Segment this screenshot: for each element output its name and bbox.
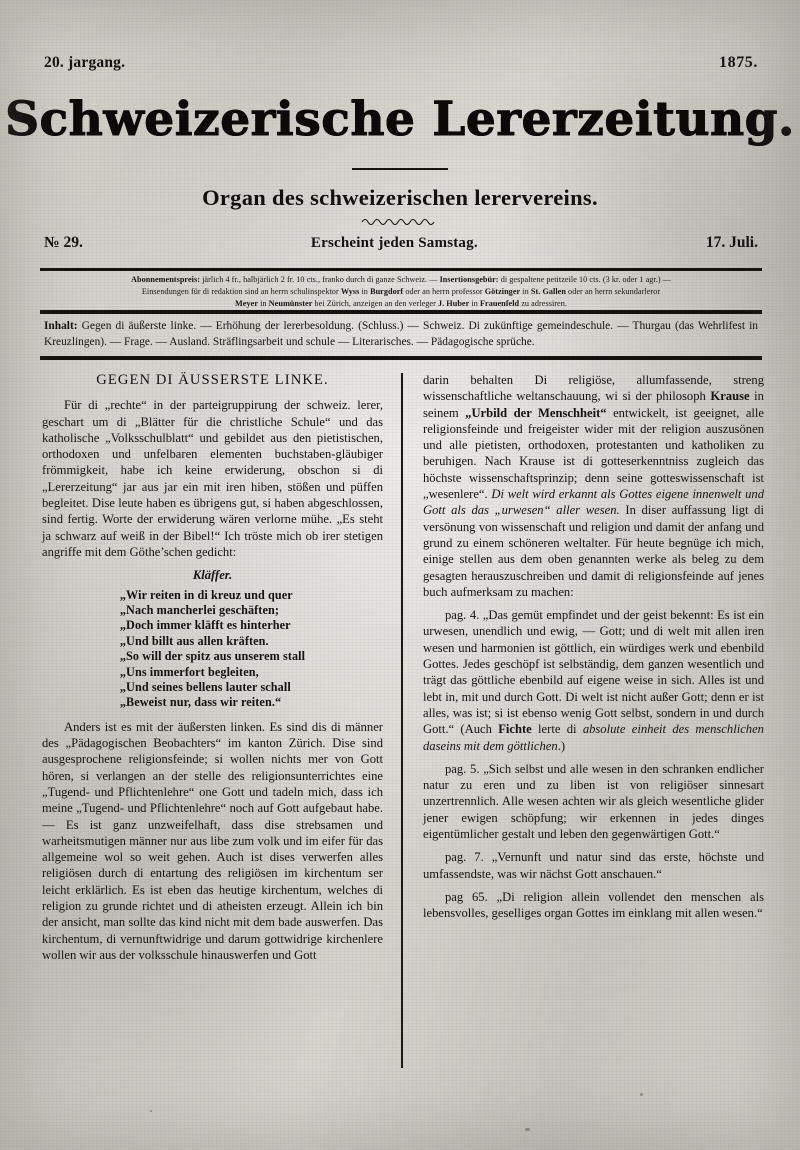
editor-name-meyer: Meyer [235,299,259,308]
paragraph-right-3: pag. 5. „Sich selbst und alle wesen in den schranken endlicher natur zu eren und zu liben ist von religiöser sinnesart unzertrennlich. Alle wesen achten wir als gleich wesentliche glider jener ewigen schöpfung; wir erkennen in jedes dinges eigentümlicher gestalt und leben den gegenwärtigen Gott.“ [423,761,764,842]
place-frauenfeld: Frauenfeld [479,299,520,308]
editor-name-goetzinger: Götzinger [484,287,521,296]
paragraph-right-2 [423,607,764,754]
subscription-price-label: Abonnementspreis: [131,275,200,284]
paragraph-spacer [423,600,764,607]
poem-line: „Nach mancherlei geschäften; [119,602,280,617]
poem-block [42,567,383,711]
quote-pag-4: pag. 4. „Das gemüt empfindet und der geist bekennt: Es ist ein urwesen, unendlich und ewig, — Gott; und di welt mit allen iren wesen und harmonien ist göttlich, ein würdiges werk und ebenbild Gottes. Jedes geschöpf ist selbständig, dem ganzen wesentlich und trägt das göttliche ebenbild auf eigene weise in sich. Alles ist und lebt in, mit und durch Gott. Di welt ist nicht außer Gott; denn er ist alles, was ist; si ist ebenso wenig Gott selbst, sondern in und durch Gott.“ (Auch [423,608,764,737]
editorial-text-5: oder an herrn sekundarleror [565,287,661,296]
column-left [42,372,401,1070]
scan-speck [640,1093,643,1096]
squiggle-ornament [360,216,440,226]
editorial-text-6: in [258,299,269,308]
right-text-2: in seinem [423,389,764,420]
contents-label: Inhalt: [44,320,78,332]
article-columns [42,372,764,1070]
quoted-italic-2: absolute einheit des menschlichen daseins mit dem göttlichen [423,722,764,753]
editorial-text-8: in [469,299,480,308]
poem-line: „Doch immer kläfft es hinterher [119,618,291,633]
editorial-text-1: Einsendungen für di redaktion sind an herrn schulinspektor [141,287,341,296]
paragraph-left-2: Anders ist es mit der äußersten linken. Es sind dis di männer des „Pädagogischen Beobachters“ im kanton Zürich. Dise sind ausgesprochene religionsfeinde; si wollen nichts mer von Gott hören, si verlangen an der stelle des religionsunterrichtes eine „Tugend- und Pflichtenlehre“ one Gott und tadeln mich, dass ich meine „Tugend- und Pflichtenlehre“ noch auf Gott aufgebaut habe. — Es ist ganz unzweifelhaft, dass dise strebsamen und warheitsmutigen männer nur aus libe zum volk und im eifer für das allgemeine wol so weit gehen. Auch ist dises verwerfen alles religiösen durch di entartung des religiösen im kirchentum ser leicht erklärlich. Es ist eben das heutige kirchentum, welches di religion zu grunde richtet und di atheisten erzeugt. Allein ich bin der ansicht, man sollte das kind nicht mit dem bade auswerfen. Das kirchentum, di vernunftwidrige und darum gottwidrige kirchenlere wollen wir aus der volksschule hinauswerfen und Gott [42,719,383,962]
newspaper-subtitle: Organ des schweizerischen lerervereins. [202,185,598,210]
right-text-1: darin behalten Di religiöse, allumfassende, streng wissenschaftliche weltanschauung, wi si der philosoph [423,373,764,404]
editorial-text-4: in [520,287,531,296]
volume-label: 20. jargang. [44,54,126,71]
column-right [403,372,764,1070]
poem-lines [120,588,305,711]
year-label: 1875. [719,54,758,71]
fineprint-line-1 [42,274,760,286]
paragraph-intro: Für di „rechte“ in der parteigruppirung der schweiz. lerer, geschart um di „Blätter für die christliche Schule“ und das katholische „Volksschulblatt“ und gebildet aus den pietistischen, orthodoxen und unfelbaren elementen buchstaben-gläubiger frömmigkeit, habe ich keine erwiderung, obschon si di „Lererzeitung“ jar aus jar ein mit iren hiben, stößen und püffen begleitet. Dise leute haben es übrigens gut, si haben abgeschlossen, sind fertig. Worte der erwiderung wären verlorne mühe. „Es steht ja schwarz auf weiß in der Bibel!“ Ich tröste mich ob irer stetigen angriffe mit dem Göthe’schen gedicht: [42,398,383,559]
philosopher-krause: Krause [710,389,750,404]
contents-block [44,318,758,350]
scan-speck [525,1128,530,1131]
paragraph-spacer [423,882,764,889]
editorial-text-7: bei Zürich, anzeigen an den verleger [312,299,438,308]
philosopher-fichte: Fichte [498,722,532,737]
title-divider-rule [352,168,448,170]
scan-speck [150,1110,152,1112]
paragraph-right-5: pag 65. „Di religion allein vollendet den menschen als lebensvolles, geselliges organ Gottes im einklang mit allen wesen.“ [423,889,764,921]
publication-frequency: Erscheint jeden Samstag. [310,235,478,251]
place-st-gallen: St. Gallen [530,287,566,296]
editorial-text-3: oder an herrn professor [403,287,485,296]
issue-date: 17. Juli. [705,234,758,251]
paragraph-right-4: pag. 7. „Vernunft und natur sind das erste, höchste und umfassendste, was wir nächst Gott anschauen.“ [423,850,764,881]
paragraph-spacer [423,842,764,849]
editorial-text-9: zu adressiren. [519,299,567,308]
subscription-fineprint [42,274,760,310]
right-text-6: .) [557,738,566,753]
poem-line: „So will der spitz aus unserem stall [119,649,306,664]
issue-number: № 29. [44,234,83,251]
masthead-topline [44,54,758,72]
editor-name-wyss: Wyss [340,287,360,296]
poem-line: „Und billt aus allen kräften. [119,633,269,648]
right-text-4: In diser auffassung ligt di versönung von wissenschaft und religion und damit der anfang und grund zu einem schöneren weltalter. Für heute begnüge ich mich, einige stellen aus dem oben genannten werke als beleg zu dem gesagten herauszuschreiben und damit di religionsfeinde auf jenes buch aufmerksam zu machen: [423,503,764,599]
place-burgdorf: Burgdorf [370,287,404,296]
editorial-text-2: in [359,287,371,296]
newspaper-title: Schweizerische Lererzeitung. [5,92,795,147]
insertion-fee-label: Insertionsgebür: [439,275,499,284]
fineprint-line-3 [42,298,760,310]
place-neumuenster: Neumünster [268,299,313,308]
book-title-urbild: „Urbild der Menschheit“ [465,405,607,420]
publisher-name: J. Huber [437,299,470,308]
article-title: GEGEN DI ÄUSSERSTE LINKE. [96,372,329,388]
contents-bottom-rule [40,356,762,360]
contents-text: Gegen di äußerste linke. — Erhöhung der lererbesoldung. (Schluss.) — Schweiz. Di zukünftige gemeindeschule. — Thurgau (das Wehrlifest in Kreuzlingen). — Frage. — Ausland. Sträflingsarbeit und schule — Literarisches. — Pädagogische sprüche. [44,320,758,348]
poem-title: Kläffer. [192,568,233,583]
quoted-italic-1: Di welt wird erkannt als Gottes eigene innenwelt und Gott als das „urwesen“ aller wesen. [423,487,764,518]
right-text-3: entwickelt, ist geeignet, alle religionsfeinde und freigeister wider mit der religion auszusönen und alle pietisten, orthodoxen, protestanten und katholiken zu beruhigen. Nach Krause ist di gotteserkenntniss zugleich das höchste wissenschaftsprinzip; denn seine gotteswissenschaft ist „wesenlere“. [423,405,764,502]
masthead-issueline [44,234,758,252]
poem-line: „Wir reiten in di kreuz und quer [119,587,293,602]
insertion-fee-text: di gespaltene petitzeile 10 cts. (3 kr. oder 1 agr.) — [498,275,671,284]
fineprint-bottom-rule [40,310,762,314]
paragraph-right-1 [423,372,764,600]
poem-line: „Beweist nur, dass wir reiten.“ [119,695,282,710]
fineprint-line-2 [42,286,760,298]
subscription-price-text: järlich 4 fr., halbjärlich 2 fr. 10 cts., franko durch di ganze Schweiz. — [199,275,440,284]
masthead-bottom-rule [40,268,762,271]
paragraph-spacer [423,754,764,761]
poem-line: „Uns immerfort begleiten, [119,664,259,679]
right-text-5: lerte di [531,722,583,737]
poem-line: „Und seines bellens lauter schall [119,680,291,694]
